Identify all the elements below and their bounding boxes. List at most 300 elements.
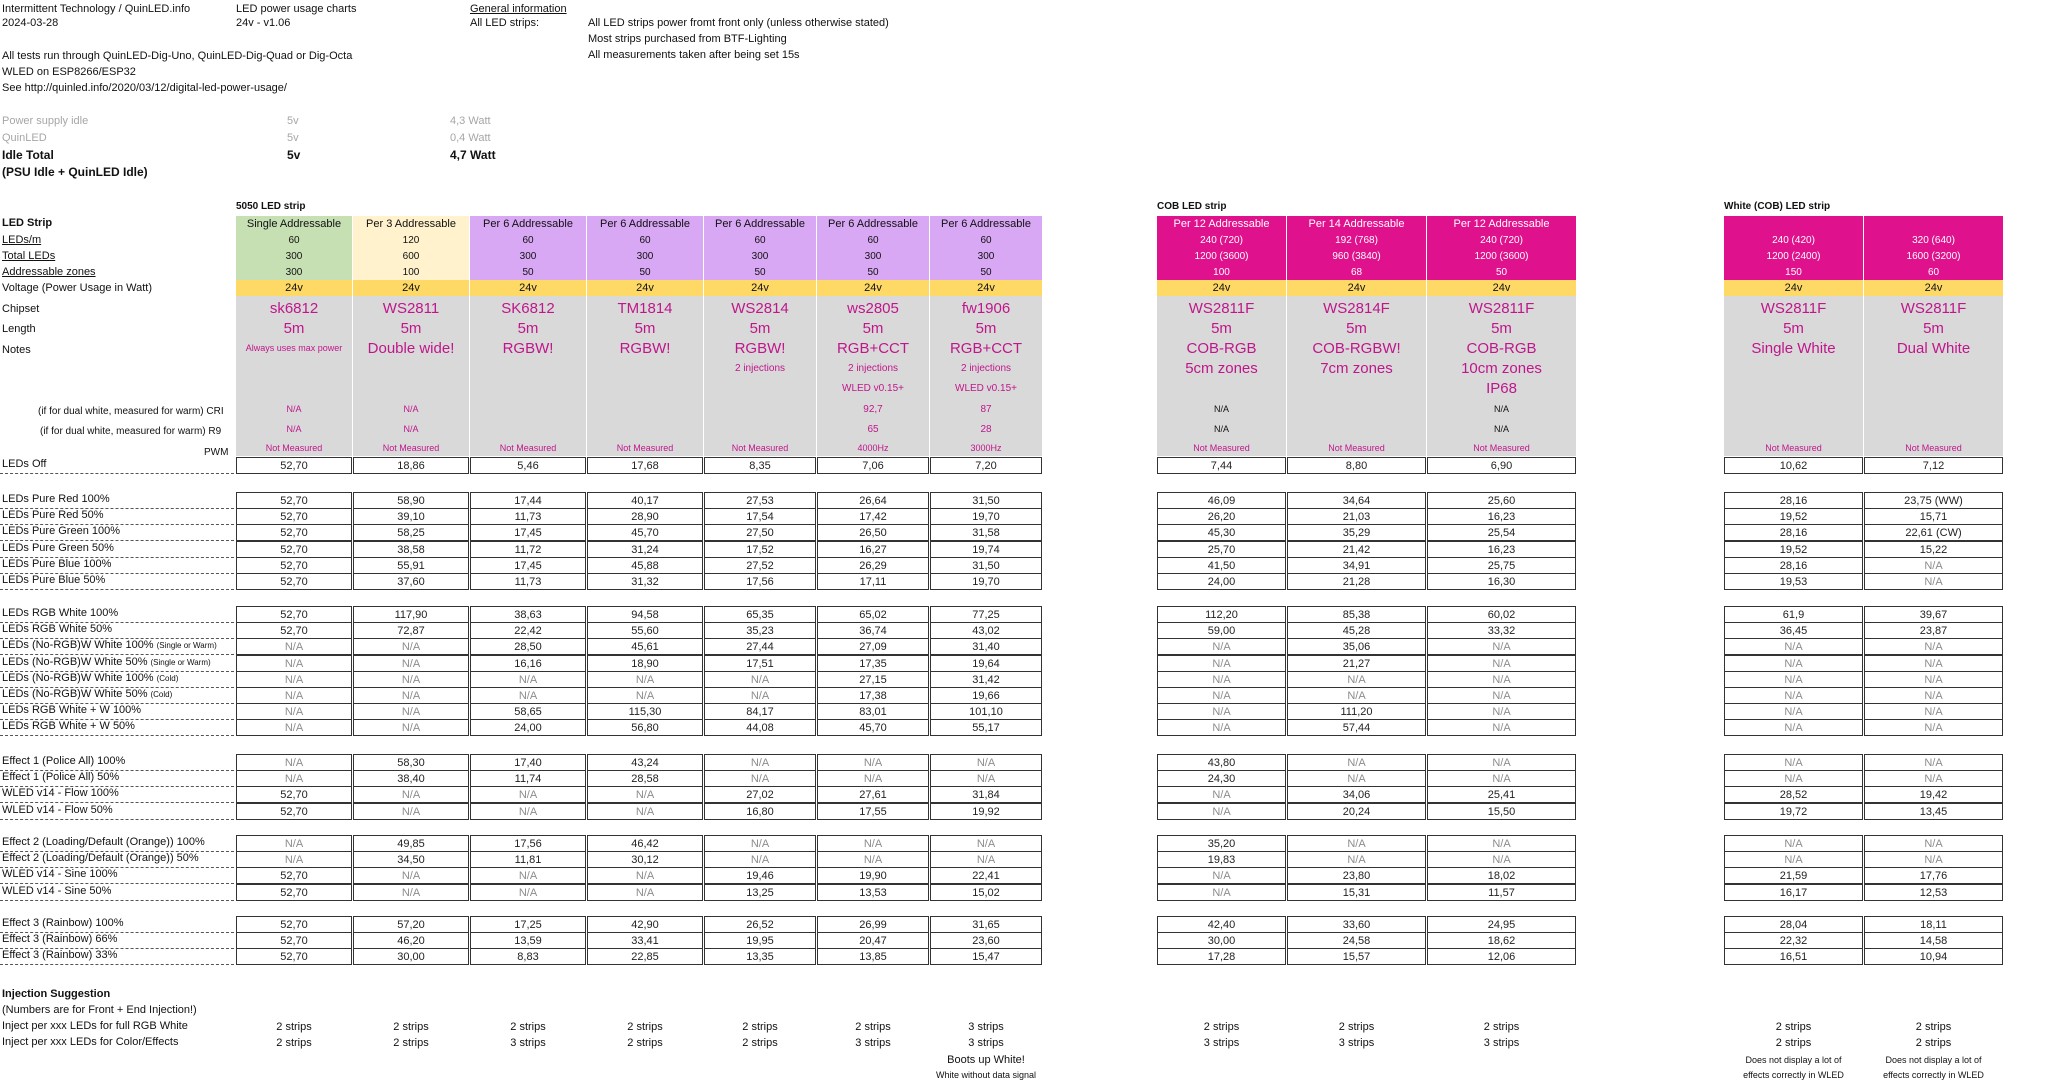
strip-length: 5m bbox=[1287, 318, 1426, 338]
strip-ledsm: 60 bbox=[470, 232, 586, 248]
measurement-cell: 15,22 bbox=[1864, 541, 2003, 558]
measurement-cell: 12,06 bbox=[1427, 948, 1576, 965]
measurement-cell: 22,41 bbox=[930, 867, 1042, 884]
row-label-text: WLED v14 - Flow 100% bbox=[2, 787, 119, 799]
strip-note bbox=[470, 378, 586, 398]
measurement-cell: N/A bbox=[236, 638, 352, 655]
strip-note bbox=[1724, 378, 1863, 398]
injection-cell: 2 strips bbox=[1915, 1036, 1952, 1049]
strip-ledsm: 60 bbox=[930, 232, 1042, 248]
measurement-cell: 25,75 bbox=[1427, 557, 1576, 574]
measurement-cell: 16,27 bbox=[817, 541, 929, 558]
measurement-cell: N/A bbox=[470, 884, 586, 901]
measurement-cell: 23,75 (WW) bbox=[1864, 492, 2003, 509]
measurement-cell: N/A bbox=[1724, 687, 1863, 704]
injection-cell: 2 strips bbox=[627, 1036, 663, 1049]
measurement-cell: 19,64 bbox=[930, 655, 1042, 672]
injection-cell: 2 strips bbox=[276, 1020, 312, 1033]
measurement-cell: 17,40 bbox=[470, 754, 586, 771]
strip-chipset: WS2811F bbox=[1427, 298, 1576, 318]
row-divider bbox=[0, 900, 234, 901]
injection-cell: 2 strips bbox=[510, 1020, 546, 1033]
idle-total-label: Idle Total bbox=[2, 148, 54, 162]
measurement-cell: 18,62 bbox=[1427, 932, 1576, 949]
measurement-cell: 83,01 bbox=[817, 703, 929, 720]
measurement-cell: N/A bbox=[1157, 803, 1286, 820]
measurement-cell: 58,25 bbox=[353, 524, 469, 541]
measurement-cell: N/A bbox=[353, 884, 469, 901]
measurement-cell: 19,83 bbox=[1157, 851, 1286, 868]
strip-note: 2 injections bbox=[817, 358, 929, 378]
strip-chipset: TM1814 bbox=[587, 298, 703, 318]
measurement-cell: N/A bbox=[1287, 671, 1426, 688]
measurement-cell: 27,15 bbox=[817, 671, 929, 688]
measurement-cell: 52,70 bbox=[236, 884, 352, 901]
row-label bbox=[2, 836, 205, 848]
measurement-cell: 7,06 bbox=[817, 457, 929, 474]
fw1906-footnote: Boots up White! bbox=[947, 1053, 1025, 1066]
measurement-cell: 28,16 bbox=[1724, 557, 1863, 574]
measurement-cell: 15,50 bbox=[1427, 803, 1576, 820]
measurement-cell: 19,92 bbox=[930, 803, 1042, 820]
strip-r9 bbox=[1864, 420, 2003, 438]
header-label-pwm: PWM bbox=[204, 447, 229, 458]
row-label-sub: (Cold) bbox=[156, 674, 179, 683]
measurement-cell: 15,71 bbox=[1864, 508, 2003, 525]
measurement-cell: 17,45 bbox=[470, 524, 586, 541]
injection-cell: 3 strips bbox=[1203, 1036, 1240, 1049]
strip-ledsm: 60 bbox=[817, 232, 929, 248]
measurement-cell: 117,90 bbox=[353, 606, 469, 623]
measurement-cell: 35,29 bbox=[1287, 524, 1426, 541]
strip-pwm: Not Measured bbox=[1427, 440, 1576, 456]
measurement-cell: 7,44 bbox=[1157, 457, 1286, 474]
strip-zones: 50 bbox=[930, 264, 1042, 280]
injection-cell: 3 strips bbox=[855, 1036, 891, 1049]
measurement-cell: 16,23 bbox=[1427, 508, 1576, 525]
measurement-cell: 60,02 bbox=[1427, 606, 1576, 623]
strip-voltage: 24v bbox=[1724, 280, 1863, 296]
strip-r9: 65 bbox=[817, 420, 929, 438]
measurement-cell: 8,80 bbox=[1287, 457, 1426, 474]
measurement-cell: 94,58 bbox=[587, 606, 703, 623]
measurement-cell: N/A bbox=[1724, 770, 1863, 787]
row-label-text: LEDs (No-RGB)W White 100% bbox=[2, 639, 154, 651]
strip-total: 300 bbox=[587, 248, 703, 264]
row-divider bbox=[0, 819, 234, 820]
strip-note bbox=[470, 358, 586, 378]
measurement-cell: N/A bbox=[1157, 703, 1286, 720]
measurement-cell: 23,80 bbox=[1287, 867, 1426, 884]
measurement-cell: 46,09 bbox=[1157, 492, 1286, 509]
row-label bbox=[2, 804, 113, 816]
measurement-cell: 28,04 bbox=[1724, 916, 1863, 933]
measurement-cell: N/A bbox=[930, 835, 1042, 852]
row-label bbox=[2, 509, 104, 521]
strip-length: 5m bbox=[236, 318, 352, 338]
measurement-cell: 20,24 bbox=[1287, 803, 1426, 820]
measurement-cell: 58,65 bbox=[470, 703, 586, 720]
measurement-cell: 17,54 bbox=[704, 508, 816, 525]
row-divider bbox=[0, 883, 234, 884]
measurement-cell: N/A bbox=[1427, 638, 1576, 655]
measurement-cell: 19,66 bbox=[930, 687, 1042, 704]
measurement-cell: 18,11 bbox=[1864, 916, 2003, 933]
measurement-cell: 28,16 bbox=[1724, 524, 1863, 541]
strip-note: 2 injections bbox=[930, 358, 1042, 378]
measurement-cell: 55,17 bbox=[930, 719, 1042, 736]
measurement-cell: N/A bbox=[236, 719, 352, 736]
measurement-cell: N/A bbox=[704, 754, 816, 771]
strip-length: 5m bbox=[1864, 318, 2003, 338]
measurement-cell: 17,28 bbox=[1157, 948, 1286, 965]
strip-type: Single Addressable bbox=[236, 216, 352, 232]
strip-ledsm: 192 (768) bbox=[1287, 232, 1426, 248]
strip-type: Per 3 Addressable bbox=[353, 216, 469, 232]
row-label-text: WLED v14 - Sine 100% bbox=[2, 868, 118, 880]
measurement-cell: 7,12 bbox=[1864, 457, 2003, 474]
measurement-cell: N/A bbox=[1864, 851, 2003, 868]
measurement-cell: 11,73 bbox=[470, 508, 586, 525]
measurement-cell: N/A bbox=[704, 835, 816, 852]
measurement-cell: N/A bbox=[817, 770, 929, 787]
date-text: 2024-03-28 bbox=[2, 17, 59, 29]
measurement-cell: N/A bbox=[1427, 851, 1576, 868]
measurement-cell: 30,12 bbox=[587, 851, 703, 868]
strip-total: 300 bbox=[236, 248, 352, 264]
row-label-sub: (Single or Warm) bbox=[150, 658, 211, 667]
header-label-strip: LED Strip bbox=[2, 217, 53, 229]
measurement-cell: N/A bbox=[817, 754, 929, 771]
row-label-text: LEDs (No-RGB)W White 100% bbox=[2, 672, 154, 684]
measurement-cell: 13,45 bbox=[1864, 803, 2003, 820]
measurement-cell: N/A bbox=[1864, 655, 2003, 672]
measurement-cell: 31,50 bbox=[930, 492, 1042, 509]
measurement-cell: 59,00 bbox=[1157, 622, 1286, 639]
strip-r9 bbox=[704, 420, 816, 438]
measurement-cell: 27,09 bbox=[817, 638, 929, 655]
strip-ledsm: 240 (420) bbox=[1724, 232, 1863, 248]
strip-pwm: Not Measured bbox=[1157, 440, 1286, 456]
injection-subtitle: (Numbers are for Front + End Injection!) bbox=[2, 1004, 197, 1016]
strip-pwm: Not Measured bbox=[1864, 440, 2003, 456]
measurement-cell: 19,90 bbox=[817, 867, 929, 884]
row-label bbox=[2, 458, 46, 470]
measurement-cell: 17,55 bbox=[817, 803, 929, 820]
strip-ledsm: 60 bbox=[587, 232, 703, 248]
strip-length: 5m bbox=[470, 318, 586, 338]
idle-watt: 4,3 Watt bbox=[450, 115, 491, 127]
strip-note: 7cm zones bbox=[1287, 358, 1426, 378]
strip-zones: 300 bbox=[236, 264, 352, 280]
strip-length: 5m bbox=[587, 318, 703, 338]
measurement-cell: N/A bbox=[587, 803, 703, 820]
measurement-cell: 27,02 bbox=[704, 786, 816, 803]
measurement-cell: 49,85 bbox=[353, 835, 469, 852]
strip-length: 5m bbox=[930, 318, 1042, 338]
row-label bbox=[2, 558, 111, 570]
strip-r9: N/A bbox=[353, 420, 469, 438]
measurement-cell: 6,90 bbox=[1427, 457, 1576, 474]
measurement-cell: N/A bbox=[1864, 703, 2003, 720]
row-label bbox=[2, 542, 114, 554]
measurement-cell: 16,23 bbox=[1427, 541, 1576, 558]
idle-label: QuinLED bbox=[2, 132, 47, 144]
idle-voltage: 5v bbox=[287, 115, 299, 127]
note-line: All LED strips power fromt front only (unless otherwise stated) bbox=[588, 17, 889, 29]
measurement-cell: 38,63 bbox=[470, 606, 586, 623]
measurement-cell: N/A bbox=[236, 655, 352, 672]
measurement-cell: 25,41 bbox=[1427, 786, 1576, 803]
measurement-cell: 26,52 bbox=[704, 916, 816, 933]
row-divider bbox=[0, 735, 234, 736]
measurement-cell: 24,00 bbox=[470, 719, 586, 736]
measurement-cell: N/A bbox=[1287, 851, 1426, 868]
row-label-text: LEDs RGB White + W 100% bbox=[2, 704, 142, 716]
row-label-text: LEDs (No-RGB)W White 50% bbox=[2, 656, 148, 668]
measurement-cell: 30,00 bbox=[1157, 932, 1286, 949]
strip-chipset: WS2811F bbox=[1724, 298, 1863, 318]
strip-length: 5m bbox=[1427, 318, 1576, 338]
strip-cri bbox=[1864, 400, 2003, 418]
measurement-cell: N/A bbox=[704, 851, 816, 868]
strip-pwm: 4000Hz bbox=[817, 440, 929, 456]
measurement-cell: 21,27 bbox=[1287, 655, 1426, 672]
strip-note bbox=[1287, 378, 1426, 398]
strip-note: 2 injections bbox=[704, 358, 816, 378]
measurement-cell: N/A bbox=[1427, 770, 1576, 787]
strip-zones: 100 bbox=[353, 264, 469, 280]
measurement-cell: 13,25 bbox=[704, 884, 816, 901]
measurement-cell: 16,80 bbox=[704, 803, 816, 820]
measurement-cell: 13,35 bbox=[704, 948, 816, 965]
measurement-cell: N/A bbox=[236, 671, 352, 688]
strip-cri: 87 bbox=[930, 400, 1042, 418]
strip-type: Per 12 Addressable bbox=[1157, 216, 1286, 232]
strip-pwm: Not Measured bbox=[353, 440, 469, 456]
measurement-cell: 13,85 bbox=[817, 948, 929, 965]
injection-cell: 2 strips bbox=[1775, 1020, 1812, 1033]
measurement-cell: N/A bbox=[1427, 687, 1576, 704]
strip-chipset: sk6812 bbox=[236, 298, 352, 318]
measurement-cell: 18,02 bbox=[1427, 867, 1576, 884]
measurement-cell: 45,70 bbox=[587, 524, 703, 541]
injection-cell: 2 strips bbox=[742, 1036, 778, 1049]
injection-cell: 2 strips bbox=[393, 1036, 429, 1049]
measurement-cell: 17,38 bbox=[817, 687, 929, 704]
measurement-cell: 34,50 bbox=[353, 851, 469, 868]
measurement-cell: N/A bbox=[353, 687, 469, 704]
measurement-cell: N/A bbox=[704, 770, 816, 787]
strip-cri: N/A bbox=[236, 400, 352, 418]
strip-total: 1200 (3600) bbox=[1427, 248, 1576, 264]
measurement-cell: 27,52 bbox=[704, 557, 816, 574]
row-label bbox=[2, 623, 112, 635]
measurement-cell: N/A bbox=[1287, 754, 1426, 771]
header-label-zones: Addressable zones bbox=[2, 266, 96, 278]
measurement-cell: 26,64 bbox=[817, 492, 929, 509]
strip-note: Always uses max power bbox=[236, 338, 352, 358]
measurement-cell: 46,20 bbox=[353, 932, 469, 949]
row-label-text: Effect 3 (Rainbow) 33% bbox=[2, 949, 118, 961]
measurement-cell: N/A bbox=[1157, 638, 1286, 655]
measurement-cell: 40,17 bbox=[587, 492, 703, 509]
measurement-cell: 11,72 bbox=[470, 541, 586, 558]
strip-ledsm: 240 (720) bbox=[1157, 232, 1286, 248]
measurement-cell: N/A bbox=[1427, 703, 1576, 720]
measurement-cell: N/A bbox=[236, 835, 352, 852]
injection-cell: 3 strips bbox=[968, 1020, 1004, 1033]
strip-note bbox=[587, 358, 703, 378]
measurement-cell: 22,61 (CW) bbox=[1864, 524, 2003, 541]
measurement-cell: 25,60 bbox=[1427, 492, 1576, 509]
row-label bbox=[2, 755, 125, 767]
strip-zones: 50 bbox=[1427, 264, 1576, 280]
row-divider bbox=[0, 802, 234, 803]
measurement-cell: 11,81 bbox=[470, 851, 586, 868]
measurement-cell: 17,35 bbox=[817, 655, 929, 672]
measurement-cell: N/A bbox=[1724, 754, 1863, 771]
measurement-cell: N/A bbox=[470, 687, 586, 704]
measurement-cell: 11,73 bbox=[470, 573, 586, 590]
row-divider bbox=[0, 589, 234, 590]
measurement-cell: N/A bbox=[1287, 770, 1426, 787]
injection-cell: 3 strips bbox=[968, 1036, 1004, 1049]
injection-row-label: Inject per xxx LEDs for full RGB White bbox=[2, 1020, 188, 1032]
measurement-cell: 17,11 bbox=[817, 573, 929, 590]
measurement-cell: 42,90 bbox=[587, 916, 703, 933]
strip-cri bbox=[1287, 400, 1426, 418]
row-divider bbox=[0, 473, 234, 474]
strip-pwm: Not Measured bbox=[1287, 440, 1426, 456]
measurement-cell: 45,28 bbox=[1287, 622, 1426, 639]
strip-note bbox=[1157, 378, 1286, 398]
measurement-cell: 35,06 bbox=[1287, 638, 1426, 655]
header-label-total: Total LEDs bbox=[2, 250, 56, 262]
strip-total: 960 (3840) bbox=[1287, 248, 1426, 264]
measurement-cell: 52,70 bbox=[236, 932, 352, 949]
measurement-cell: N/A bbox=[930, 851, 1042, 868]
measurement-cell: 25,54 bbox=[1427, 524, 1576, 541]
measurement-cell: N/A bbox=[353, 655, 469, 672]
measurement-cell: N/A bbox=[587, 786, 703, 803]
row-label-text: Effect 2 (Loading/Default (Orange)) 50% bbox=[2, 852, 199, 864]
measurement-cell: 26,29 bbox=[817, 557, 929, 574]
measurement-cell: 65,35 bbox=[704, 606, 816, 623]
measurement-cell: 30,00 bbox=[353, 948, 469, 965]
note-line: Most strips purchased from BTF-Lighting bbox=[588, 33, 787, 45]
strip-voltage: 24v bbox=[470, 280, 586, 296]
strip-length: 5m bbox=[1157, 318, 1286, 338]
row-label-text: LEDs (No-RGB)W White 50% bbox=[2, 688, 148, 700]
strip-pwm: Not Measured bbox=[587, 440, 703, 456]
measurement-cell: 34,91 bbox=[1287, 557, 1426, 574]
measurement-cell: 16,30 bbox=[1427, 573, 1576, 590]
measurement-cell: N/A bbox=[1724, 835, 1863, 852]
measurement-cell: 31,32 bbox=[587, 573, 703, 590]
strip-total: 1200 (2400) bbox=[1724, 248, 1863, 264]
measurement-cell: 26,20 bbox=[1157, 508, 1286, 525]
injection-title: Injection Suggestion bbox=[2, 988, 111, 1000]
strip-voltage: 24v bbox=[930, 280, 1042, 296]
measurement-cell: N/A bbox=[704, 687, 816, 704]
measurement-cell: 15,02 bbox=[930, 884, 1042, 901]
measurement-cell: 8,35 bbox=[704, 457, 816, 474]
measurement-cell: 36,45 bbox=[1724, 622, 1863, 639]
idle-label: Power supply idle bbox=[2, 115, 89, 127]
measurement-cell: 12,53 bbox=[1864, 884, 2003, 901]
row-label bbox=[2, 720, 135, 732]
strip-cri bbox=[587, 400, 703, 418]
measurement-cell: N/A bbox=[1157, 719, 1286, 736]
strip-zones: 50 bbox=[470, 264, 586, 280]
measurement-cell: 28,90 bbox=[587, 508, 703, 525]
strip-r9 bbox=[587, 420, 703, 438]
measurement-cell: N/A bbox=[817, 851, 929, 868]
measurement-cell: 17,42 bbox=[817, 508, 929, 525]
strip-note bbox=[236, 358, 352, 378]
strip-note: RGBW! bbox=[704, 338, 816, 358]
measurement-cell: N/A bbox=[1724, 671, 1863, 688]
measurement-cell: 17,44 bbox=[470, 492, 586, 509]
measurement-cell: N/A bbox=[1724, 638, 1863, 655]
measurement-cell: 31,40 bbox=[930, 638, 1042, 655]
measurement-cell: N/A bbox=[817, 835, 929, 852]
strip-total: 1600 (3200) bbox=[1864, 248, 2003, 264]
header-label-notes: Notes bbox=[2, 344, 31, 356]
strip-cri bbox=[704, 400, 816, 418]
injection-cell: 2 strips bbox=[855, 1020, 891, 1033]
row-label bbox=[2, 885, 111, 897]
measurement-cell: 37,60 bbox=[353, 573, 469, 590]
measurement-cell: 26,99 bbox=[817, 916, 929, 933]
general-info-label: General information bbox=[470, 3, 567, 15]
measurement-cell: 20,47 bbox=[817, 932, 929, 949]
measurement-cell: N/A bbox=[1864, 557, 2003, 574]
strip-length: 5m bbox=[704, 318, 816, 338]
measurement-cell: N/A bbox=[1427, 719, 1576, 736]
measurement-cell: 16,51 bbox=[1724, 948, 1863, 965]
measurement-cell: 17,45 bbox=[470, 557, 586, 574]
strip-note: Single White bbox=[1724, 338, 1863, 358]
doc-title: LED power usage charts bbox=[236, 3, 357, 15]
measurement-cell: 13,53 bbox=[817, 884, 929, 901]
header-label-ledsm: LEDs/m bbox=[2, 234, 42, 246]
measurement-cell: N/A bbox=[1724, 703, 1863, 720]
measurement-cell: 43,02 bbox=[930, 622, 1042, 639]
fw1906-footnote-sub: White without data signal bbox=[935, 1070, 1037, 1080]
measurement-cell: N/A bbox=[587, 867, 703, 884]
row-label bbox=[2, 688, 172, 700]
measurement-cell: 16,16 bbox=[470, 655, 586, 672]
measurement-cell: 52,70 bbox=[236, 803, 352, 820]
measurement-cell: 23,60 bbox=[930, 932, 1042, 949]
measurement-cell: 24,30 bbox=[1157, 770, 1286, 787]
injection-cell: 2 strips bbox=[1775, 1036, 1812, 1049]
strip-note: Double wide! bbox=[353, 338, 469, 358]
strip-length: 5m bbox=[817, 318, 929, 338]
strip-total: 300 bbox=[817, 248, 929, 264]
measurement-cell: 15,57 bbox=[1287, 948, 1426, 965]
strip-chipset: WS2814F bbox=[1287, 298, 1426, 318]
group-title-white-cob: White (COB) LED strip bbox=[1724, 201, 1831, 212]
measurement-cell: 52,70 bbox=[236, 457, 352, 474]
test-line: WLED on ESP8266/ESP32 bbox=[2, 66, 136, 78]
strip-chipset: WS2814 bbox=[704, 298, 816, 318]
measurement-cell: 34,64 bbox=[1287, 492, 1426, 509]
row-label bbox=[2, 852, 199, 864]
row-label-text: LEDs Pure Green 50% bbox=[2, 542, 114, 554]
